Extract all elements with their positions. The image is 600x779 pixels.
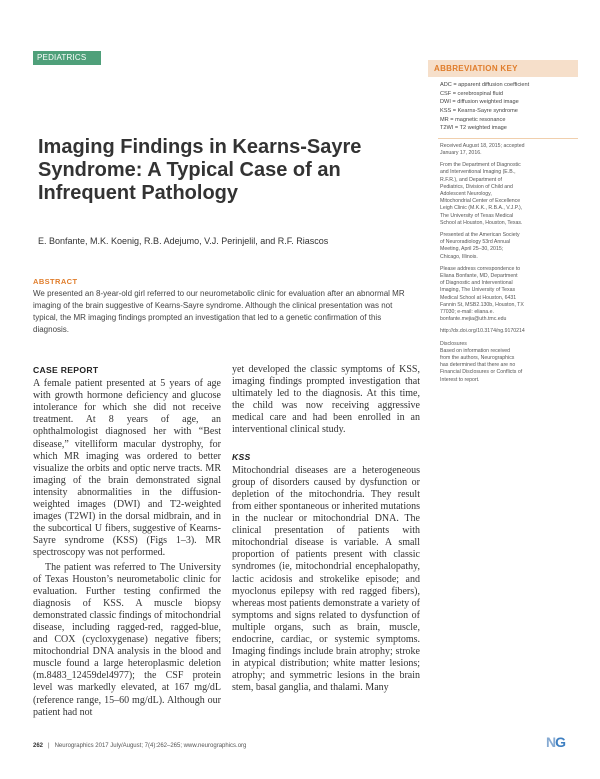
- paragraph: A female patient presented at 5 years of age with growth hormone deficiency and glucose intolerance for which she did not receive treatment. At 8 years of age, an ophthalmologist diagnosed her with “Best disease,” vitelliform macular dystrophy, for which MR imaging was ordered to better visualize the orbits and optic nerve tracts. MR imaging of the brain demonstrated signal intensity abnormalities in the diffusion-weighted images (DWI) and T2-weighted images (T2WI) in the dorsal midbrain, and in the subcortical U fibers, suggestive of Kearns-Sayre syndrome (KSS) (Figs 1–3). MR spectroscopy was not performed.: [33, 378, 221, 559]
- logo-g: G: [555, 734, 566, 750]
- abbreviation-item: T2WI = T2 weighted image: [440, 125, 507, 132]
- abbreviation-item: KSS = Kearns-Sayre syndrome: [440, 107, 518, 114]
- logo-n: N: [546, 734, 556, 750]
- authors: E. Bonfante, M.K. Koenig, R.B. Adejumo, V.J. Perinjelil, and R.F. Riascos: [38, 236, 329, 246]
- disclosures: Disclosures Based on information received from the authors, Neurographics has determined that there are no Financial Disclosures or Conflicts of Interest to report.: [440, 340, 523, 383]
- kss-heading: KSS: [232, 451, 251, 462]
- abbreviation-item: CSF = cerebrospinal fluid: [440, 90, 503, 97]
- divider: [438, 138, 578, 139]
- paragraph: The patient was referred to The University of Texas Houston’s neurometabolic clinic for evaluation. Further testing confirmed the diagnosis of KSS. A muscle biopsy demonstrated classic findings of mitochondrial disease, including ragged-red, ragged-blue, and COX (cycloxygenase) negative fibers; mitochondrial DNA analysis in the blood and muscle found a large heteroplasmic deletion (m.8483_12459del4977); the CSF protein level was markedly elevated, at 167 mg/dL (reference range, 15–60 mg/dL). Although our patient had not: [33, 561, 221, 718]
- page-number: 262: [33, 743, 44, 749]
- abstract-text: We presented an 8-year-old girl referred to our neurometabolic clinic for evaluation after an abnormal MR imaging of the brain suggestive of Kearns-Sayre syndrome. Although the clinical presentation was not typical, the MR imaging findings prompted an investigation that led to a genetic confirmation of this diagnosis.: [33, 289, 405, 334]
- section-badge: PEDIATRICS: [33, 51, 101, 65]
- footer: 262 | Neurographics 2017 July/August; 7(4):262–265; www.neurographics.org: [33, 743, 247, 749]
- column-right: [232, 364, 420, 694]
- abstract-heading: ABSTRACT: [33, 277, 78, 286]
- affiliation: From the Department of Diagnostic and Interventional Imaging (E.B., R.F.R.), and Department of Pediatrics, Division of Child and Adolescent Neurology, Mitochondrial Center of Excellence Leigh Clinic (M.K.K., R.B.A., V.J.P.), The University of Texas Medical School at Houston, Houston, Texas.: [440, 162, 523, 226]
- abbreviation-item: ADC = apparent diffusion coefficient: [440, 82, 530, 89]
- received-dates: Received August 18, 2015; accepted January 17, 2016.: [440, 142, 525, 156]
- abbreviation-item: DWI = diffusion weighted image: [440, 99, 519, 106]
- doi-link[interactable]: http://dx.doi.org/10.3174/ng.9170214: [440, 328, 525, 335]
- case-report-heading: CASE REPORT: [33, 365, 99, 375]
- journal-logo: [546, 734, 565, 750]
- paragraph: yet developed the classic symptoms of KSS, imaging findings prompted investigation that ultimately led to the diagnosis. At this time, the child was now receiving aggressive medical care and had been enrolled in an interventional clinical study.: [232, 364, 420, 436]
- paragraph: Mitochondrial diseases are a heterogeneous group of disorders caused by dysfunction or depletion of the mitochondria. They result from either spontaneous or inherited mutations in the nuclear or mitochondrial DNA. The clinical presentation of patients with mitochondrial disease is variable. A small proportion of patients present with classic syndromes (ie, mitochondrial encephalopathy, lactic acidosis and strokelike episode; and myoclonus epilepsy with red ragged fibers), whereas most patients demonstrate a variety of symptoms and signs related to dysfunction of multiple organs, such as brain, muscle, endocrine, cardiac, or systemic symptoms. Imaging findings include brain atrophy; stroke in atypical distribution; white matter lesions; atrophy; and symmetric lesions in the brain stem, basal ganglia, and thalami. Many: [232, 464, 420, 694]
- abbreviation-list: [428, 81, 578, 133]
- abbreviation-key-heading: ABBREVIATION KEY: [428, 60, 578, 77]
- correspondence: Please address correspondence to Eliana Bonfante, MD, Department of Diagnostic and Interventional Imaging, The University of Texas Medical School at Houston, 6431 Fannin St, MSB2.130b, Houston, TX 77030; e-mail: eliana.e. bonfante.mejia@uth.tmc.edu: [440, 265, 524, 323]
- sidebar: [428, 60, 578, 460]
- article-title: Imaging Findings in Kearns-Sayre Syndrome: A Typical Case of an Infrequent Pathology: [38, 136, 362, 204]
- citation: Neurographics 2017 July/August; 7(4):262–265; www.neurographics.org: [54, 743, 247, 749]
- column-left: [33, 364, 221, 719]
- abbreviation-item: MR = magnetic resonance: [440, 116, 506, 123]
- presented-at: Presented at the American Society of Neuroradiology 53rd Annual Meeting, April 25–30, 2015; Chicago, Illinois.: [440, 232, 520, 260]
